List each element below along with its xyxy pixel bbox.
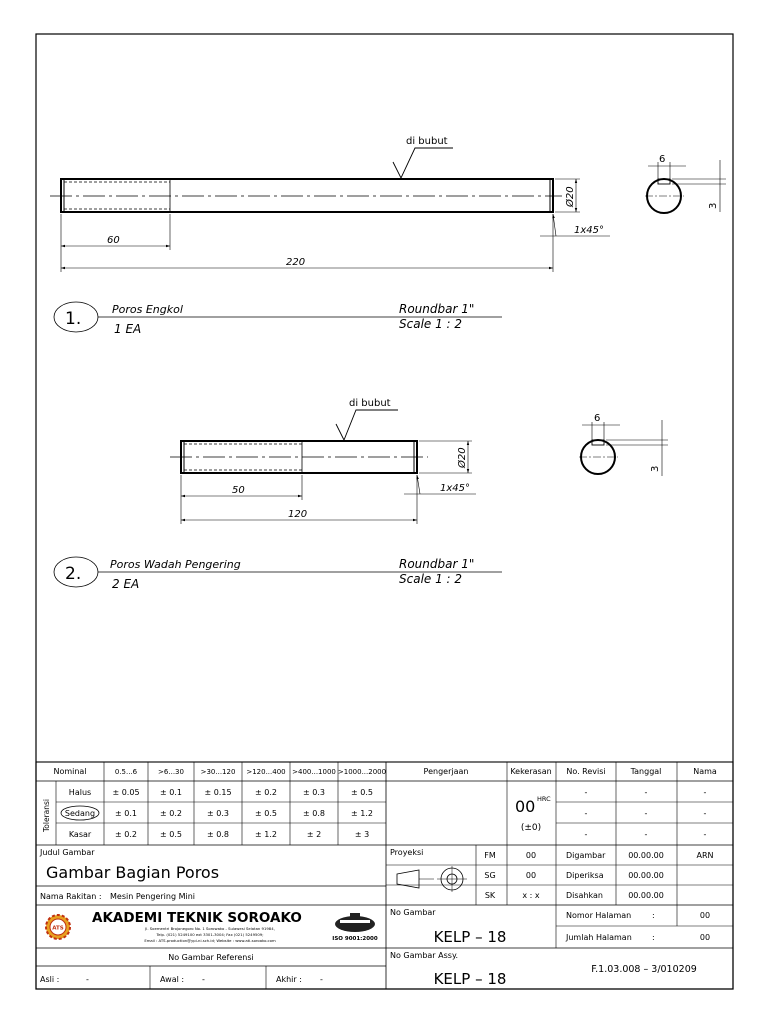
awal-label: Awal : [160, 975, 185, 984]
part1-drawing [50, 136, 726, 272]
awal-value: - [202, 975, 205, 984]
tolerance-cell: ± 0.1 [115, 809, 137, 818]
tolerance-cell: ± 2 [306, 830, 322, 839]
company-address-1: Jl. Soementri Brojonegoro No. 1 Sorowako - Sulawesi Selatan 91984, [145, 926, 275, 931]
tolerance-cell: ± 0.8 [207, 830, 229, 839]
certification-logo-icon [335, 913, 375, 932]
signoff-value: 00 [525, 851, 537, 860]
tolerance-cell: ± 0.5 [255, 809, 277, 818]
halaman-value: 00 [699, 911, 711, 920]
signoff-role: Disahkan [566, 891, 603, 900]
tolerance-cell: ± 0.2 [115, 830, 137, 839]
revision-cell: - [703, 830, 707, 839]
part2-section-depth: 3 [650, 465, 661, 472]
tolerance-row [61, 806, 373, 820]
tolerance-row [69, 830, 369, 839]
part1-qty: 1 EA [114, 322, 142, 336]
tolerance-row-name: Sedang [64, 809, 96, 818]
signoff-value: x : x [522, 891, 540, 900]
rakitan-value: Mesin Pengering Mini [110, 892, 195, 901]
part2-name: Poros Wadah Pengering [110, 558, 241, 571]
signoff-row [484, 871, 663, 880]
kekerasan-label: Kekerasan [510, 767, 552, 776]
part2-material: Roundbar 1" [399, 557, 475, 571]
part2-dim-120: 120 [288, 509, 308, 520]
part2-number: 2. [65, 564, 82, 584]
tolerance-ranges [115, 768, 386, 776]
document-code: F.1.03.008 – 3/010209 [591, 964, 697, 975]
tolerance-range: >6...30 [158, 768, 184, 776]
signoff-date: 00.00.00 [628, 891, 664, 900]
tolerance-row [69, 788, 373, 797]
akhir-value: - [320, 975, 323, 984]
revision-row [585, 830, 707, 839]
part1-dim-diameter: Ø20 [565, 186, 576, 207]
tolerance-cell: ± 0.8 [303, 809, 325, 818]
projection-symbol-icon [397, 866, 467, 892]
revision-cell: - [644, 788, 648, 797]
jumlah-value: 00 [699, 933, 711, 942]
tolerance-cell: ± 1.2 [255, 830, 277, 839]
part2-qty: 2 EA [112, 577, 140, 591]
tolerance-cell: ± 0.5 [160, 830, 182, 839]
signoff-date: 00.00.00 [628, 871, 664, 880]
halaman-colon: : [652, 911, 655, 920]
part2-dim-50: 50 [232, 485, 245, 496]
tolerance-cell: ± 0.15 [204, 788, 232, 797]
rakitan-label: Nama Rakitan : [40, 892, 102, 901]
signoff-date: 00.00.00 [628, 851, 664, 860]
tolerance-cell: ± 0.3 [303, 788, 325, 797]
part2-section-width: 6 [594, 413, 601, 424]
part2-dim-chamfer: 1x45° [440, 483, 471, 494]
jumlah-label: Jumlah Halaman [566, 933, 632, 942]
company-logo-icon [46, 915, 70, 939]
tolerance-range: >1000...2000 [337, 768, 387, 776]
tolerance-range: >400...1000 [292, 768, 336, 776]
tolerance-cell: ± 0.1 [160, 788, 182, 797]
company-address-3: Email : ATS.production@ypi-ni.sch.id; Website : www.ati-soroako.com [144, 938, 276, 943]
no-gambar-label: No Gambar [390, 908, 436, 917]
signoff-value: 00 [525, 871, 537, 880]
part1-number: 1. [65, 309, 82, 329]
company-address-2: Telp. (021) 5249100 ext 3301-3004; Fax (021) 5249509; [156, 932, 264, 937]
part1-scale: Scale 1 : 2 [399, 317, 463, 331]
part1-label [54, 302, 502, 336]
part1-dim-chamfer: 1x45° [574, 225, 605, 236]
proyeksi-label: Proyeksi [390, 848, 424, 857]
tolerance-cell: ± 0.2 [255, 788, 277, 797]
referensi-label: No Gambar Referensi [168, 953, 254, 962]
signoff-code: FM [484, 851, 496, 860]
revision-cell: - [703, 809, 707, 818]
akhir-label: Akhir : [276, 975, 302, 984]
part1-material: Roundbar 1" [399, 302, 475, 316]
logo-text: ATS [52, 925, 64, 932]
tolerance-row-name: Halus [68, 788, 92, 797]
signoff-row [485, 891, 664, 900]
part1-process-note: di bubut [406, 136, 448, 147]
revision-cell: - [703, 788, 707, 797]
assy-label: No Gambar Assy. [390, 951, 459, 960]
signoff-code: SG [484, 871, 496, 880]
title-block [36, 762, 733, 989]
hardness-value: 00 [515, 797, 536, 816]
tolerance-range: >120...400 [246, 768, 286, 776]
tolerance-range: 0.5...6 [114, 768, 138, 776]
tolerance-cell: ± 0.05 [112, 788, 140, 797]
part2-scale: Scale 1 : 2 [399, 572, 463, 586]
signoff-name: ARN [696, 851, 714, 860]
assy-value: KELP – 18 [433, 970, 507, 988]
jumlah-colon: : [652, 933, 655, 942]
part2-process-note: di bubut [349, 398, 391, 409]
tolerance-side-label: Toleransi [42, 798, 51, 832]
part1-section-depth: 3 [708, 202, 719, 209]
revision-cell: - [584, 809, 588, 818]
signoff-role: Digambar [566, 851, 606, 860]
part1-name: Poros Engkol [112, 303, 183, 316]
halaman-label: Nomor Halaman [566, 911, 632, 920]
sheet-frame [36, 34, 733, 989]
revision-cell: - [584, 788, 588, 797]
part1-section-width: 6 [659, 154, 666, 165]
tolerance-cell: ± 1.2 [351, 809, 373, 818]
signoff-row [484, 851, 713, 860]
tolerance-nominal-label: Nominal [53, 767, 87, 776]
hardness-unit: HRC [537, 795, 551, 803]
tolerance-cell: ± 0.3 [207, 809, 229, 818]
revision-cell: - [644, 830, 648, 839]
tolerance-range: >30...120 [200, 768, 236, 776]
judul-label: Judul Gambar [40, 848, 95, 857]
part2-drawing [170, 398, 668, 524]
part2-dim-diameter: Ø20 [457, 447, 468, 468]
tolerance-cell: ± 3 [354, 830, 370, 839]
signoff-code: SK [484, 891, 496, 900]
hardness-tol: (±0) [520, 823, 542, 833]
revision-row [585, 788, 707, 797]
tolerance-row-name: Kasar [68, 830, 92, 839]
signoff-role: Diperiksa [566, 871, 604, 880]
iso-label: ISO 9001:2000 [332, 936, 378, 942]
drawing-title: Gambar Bagian Poros [46, 863, 220, 882]
pengerjaan-label: Pengerjaan [423, 767, 469, 776]
no-gambar-value: KELP – 18 [433, 928, 507, 946]
asli-label: Asli : [40, 975, 60, 984]
revisi-label: No. Revisi [566, 767, 606, 776]
part2-label [54, 557, 502, 591]
asli-value: - [86, 975, 89, 984]
tolerance-cell: ± 0.2 [160, 809, 182, 818]
revision-cell: - [644, 809, 648, 818]
nama-label: Nama [693, 767, 717, 776]
revision-row [585, 809, 707, 818]
company-name: AKADEMI TEKNIK SOROAKO [92, 910, 302, 926]
tanggal-label: Tanggal [630, 767, 662, 776]
tolerance-cell: ± 0.5 [351, 788, 373, 797]
part1-dim-60: 60 [107, 235, 120, 246]
part1-dim-220: 220 [286, 257, 306, 268]
revision-cell: - [584, 830, 588, 839]
